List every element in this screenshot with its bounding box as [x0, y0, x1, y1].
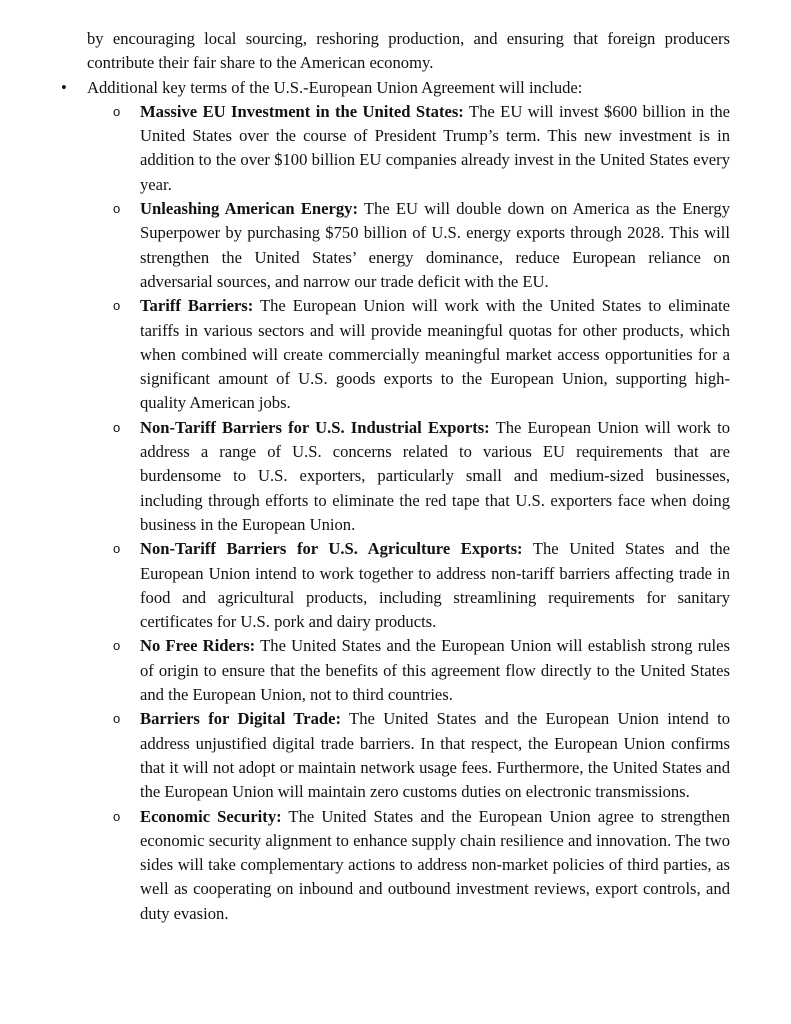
- term-item-agriculture-exports: [113, 537, 730, 634]
- sub-bullet-circle-icon: o: [113, 808, 121, 824]
- term-item-eu-investment: [113, 100, 730, 197]
- document-page: [0, 27, 791, 926]
- term-text: The EU will invest $600 billion in the United States over the course of President Trump’s term. This new investment is in addition to the over $100 billion EU companies already invest in the United States every year.: [140, 101, 730, 194]
- term-item-no-free-riders: [113, 634, 730, 707]
- term-text: The European Union will work with the United States to eliminate tariffs in various sectors and will provide meaningful quotas for other products, which when combined will create commercially meaningful market access opportunities for a significant amount of U.S. goods exports to the European Union, supporting high-quality American jobs.: [140, 296, 730, 413]
- term-text: The United States and the European Union intend to address unjustified digital trade barriers. In that respect, the European Union confirms that it will not adopt or maintain network usage fees. Furthermore, the United States and the European Union will maintain zero customs duties on electronic transmissions.: [140, 709, 730, 802]
- term-title: Tariff Barriers:: [140, 296, 254, 316]
- bullet-text: Additional key terms of the U.S.-European Union Agreement will include:: [87, 77, 583, 97]
- term-text: The European Union will work to address a range of U.S. concerns related to various EU requirements that are burdensome to U.S. exporters, particularly small and medium-sized businesses, including through efforts to eliminate the red tape that U.S. exporters face when doing business in the European Union.: [140, 417, 730, 534]
- term-title: Unleashing American Energy:: [140, 199, 358, 219]
- term-title: Massive EU Investment in the United States:: [140, 101, 464, 121]
- term-text: The EU will double down on America as the Energy Superpower by purchasing $750 billion of U.S. energy exports through 2028. This will strengthen the United States’ energy dominance, reduce European reliance on adversarial sources, and narrow our trade deficit with the EU.: [140, 199, 730, 291]
- sub-bullet-circle-icon: o: [113, 541, 121, 557]
- term-item-tariff-barriers: [113, 294, 730, 415]
- term-item-american-energy: [113, 197, 730, 294]
- sub-bullet-circle-icon: o: [113, 103, 121, 119]
- sub-bullet-circle-icon: o: [113, 201, 121, 217]
- sub-bullet-circle-icon: o: [113, 298, 121, 314]
- term-title: Non-Tariff Barriers for U.S. Agriculture Exports:: [140, 539, 523, 559]
- term-item-digital-trade: [113, 707, 730, 804]
- term-title: Barriers for Digital Trade:: [140, 709, 342, 729]
- term-text: The United States and the European Union intend to work together to address non-tariff barriers affecting trade in food and agricultural products, including streamlining requirements for sanitary certificates for U.S. pork and dairy products.: [140, 539, 730, 632]
- term-title: Economic Security:: [140, 806, 282, 826]
- sub-bullet-circle-icon: o: [113, 711, 121, 727]
- sub-bullet-circle-icon: o: [113, 638, 121, 654]
- bullet-dot-icon: •: [61, 77, 67, 97]
- term-text: The United States and the European Union will establish strong rules of origin to ensure that the benefits of this agreement flow directly to the United States and the European Union, not to third countries.: [140, 636, 730, 705]
- term-item-industrial-exports: [113, 416, 730, 537]
- term-text: The United States and the European Union agree to strengthen economic security alignment to enhance supply chain resilience and innovation. The two sides will take complementary actions to address non-market policies of third parties, as well as cooperating on inbound and outbound investment reviews, export controls, and duty evasion.: [140, 806, 730, 923]
- term-title: Non-Tariff Barriers for U.S. Industrial Exports:: [140, 417, 490, 437]
- sub-bullet-circle-icon: o: [113, 419, 121, 435]
- intro-continuation-paragraph: by encouraging local sourcing, reshoring production, and ensuring that foreign producers contribute their fair share to the American economy.: [87, 29, 730, 73]
- bullet-list-item: [61, 76, 730, 100]
- term-title: No Free Riders:: [140, 636, 256, 656]
- key-terms-list: [0, 100, 791, 926]
- term-item-economic-security: [113, 805, 730, 926]
